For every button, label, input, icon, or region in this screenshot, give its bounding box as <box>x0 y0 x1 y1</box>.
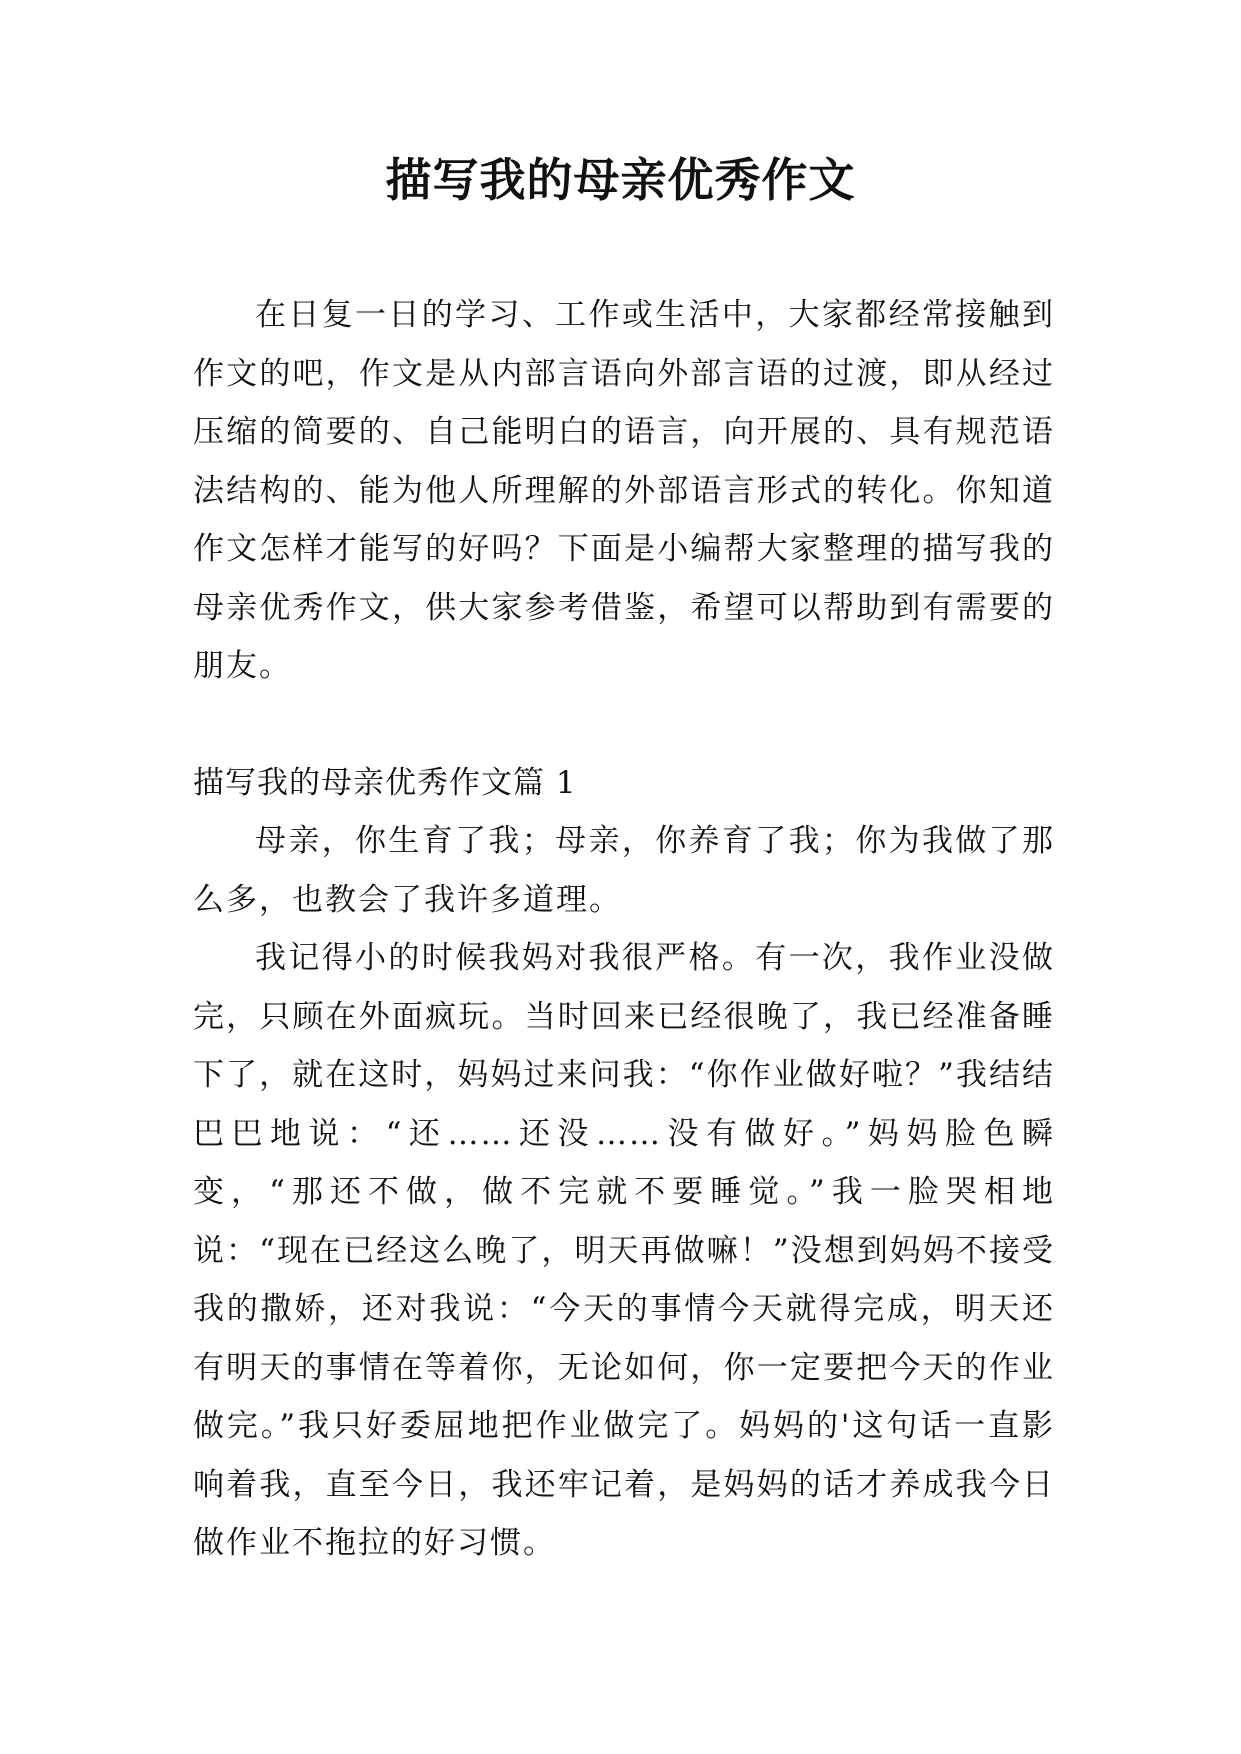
section-spacer <box>193 696 1055 754</box>
body-paragraph: 我记得小的时候我妈对我很严格。有一次，我作业没做完，只顾在外面疯玩。当时回来已经很晚了，我已经准备睡下了，就在这时，妈妈过来问我：“你作业做好啦？”我结结巴巴地说：“还……还没……没有做好。”妈妈脸色瞬变，“那还不做，做不完就不要睡觉。”我一脸哭相地说：“现在已经这么晚了，明天再做嘛！”没想到妈妈不接受我的撒娇，还对我说：“今天的事情今天就得完成，明天还有明天的事情在等着你，无论如何，你一定要把今天的作业做完。”我只好委屈地把作业做完了。妈妈的'这句话一直影响着我，直至今日，我还牢记着，是妈妈的话才养成我今日做作业不拖拉的好习惯。 <box>193 940 1055 1561</box>
body-paragraph: 母亲，你生育了我；母亲，你养育了我；你为我做了那么多，也教会了我许多道理。 <box>193 823 1055 918</box>
document-body <box>193 286 1055 1573</box>
intro-paragraph: 在日复一日的学习、工作或生活中，大家都经常接触到作文的吧，作文是从内部言语向外部言语的过渡，即从经过压缩的简要的、自己能明白的语言，向开展的、具有规范语法结构的、能为他人所理解的外部语言形式的转化。你知道作文怎样才能写的好吗？下面是小编帮大家整理的描写我的母亲优秀作文，供大家参考借鉴，希望可以帮助到有需要的朋友。 <box>193 297 1055 684</box>
section-heading: 描写我的母亲优秀作文篇 1 <box>193 764 577 801</box>
document-title: 描写我的母亲优秀作文 <box>385 153 856 207</box>
